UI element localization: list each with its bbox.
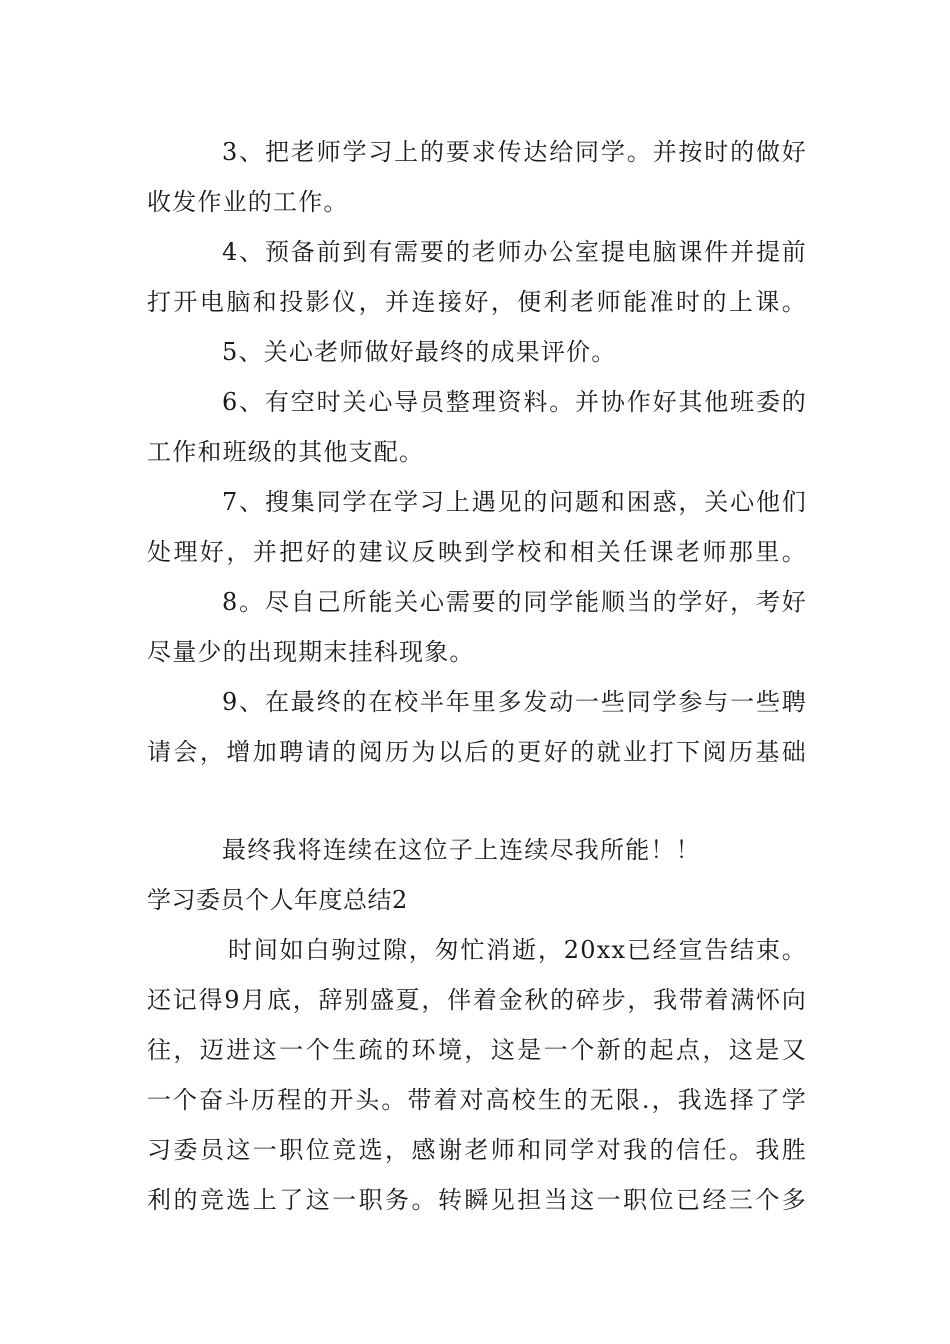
paragraph-line: 7、搜集同学在学习上遇见的问题和困惑，关心他们 bbox=[222, 488, 807, 516]
paragraph-line: 请会，增加聘请的阅历为以后的更好的就业打下阅历基础 bbox=[147, 738, 807, 766]
paragraph-line: 6、有空时关心导员整理资料。并协作好其他班委的 bbox=[222, 388, 807, 416]
paragraph-line: 工作和班级的其他支配。 bbox=[147, 438, 425, 466]
paragraph-line: 处理好，并把好的建议反映到学校和相关任课老师那里。 bbox=[147, 538, 807, 566]
paragraph-line: 打开电脑和投影仪，并连接好，便利老师能准时的上课。 bbox=[147, 288, 807, 316]
paragraph-line: 8。尽自己所能关心需要的同学能顺当的学好，考好 bbox=[222, 588, 807, 616]
paragraph-line: 收发作业的工作。 bbox=[147, 188, 349, 216]
paragraph-line: 还记得9月底，辞别盛夏，伴着金秋的碎步，我带着满怀向 bbox=[147, 986, 807, 1014]
paragraph-line: 时间如白驹过隙，匆忙消逝，20xx已经宣告结束。 bbox=[228, 936, 807, 964]
paragraph-line: 往，迈进这一个生疏的环境，这是一个新的起点，这是又 bbox=[147, 1036, 807, 1064]
closing-line: 最终我将连续在这位子上连续尽我所能！！ bbox=[222, 836, 701, 864]
paragraph-line: 4、预备前到有需要的老师办公室提电脑课件并提前 bbox=[222, 238, 807, 266]
paragraph-line: 3、把老师学习上的要求传达给同学。并按时的做好 bbox=[222, 138, 807, 166]
paragraph-line: 习委员这一职位竞选，感谢老师和同学对我的信任。我胜 bbox=[147, 1136, 807, 1164]
section-heading: 学习委员个人年度总结2 bbox=[147, 886, 408, 914]
paragraph-line: 尽量少的出现期末挂科现象。 bbox=[147, 638, 475, 666]
paragraph-line: 9、在最终的在校半年里多发动一些同学参与一些聘 bbox=[222, 688, 807, 716]
paragraph-line: 利的竞选上了这一职务。转瞬见担当这一职位已经三个多 bbox=[147, 1186, 807, 1214]
paragraph-line: 5、关心老师做好最终的成果评价。 bbox=[222, 338, 617, 366]
paragraph-line: 一个奋斗历程的开头。带着对高校生的无限.，我选择了学 bbox=[147, 1086, 807, 1114]
